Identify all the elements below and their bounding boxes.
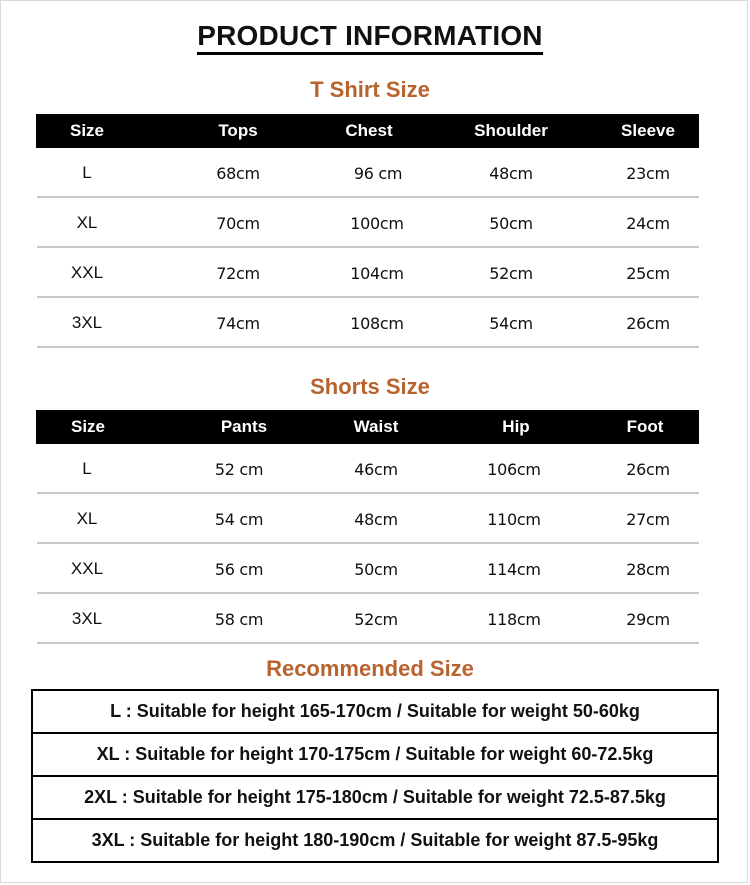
hip-cell: 114cm <box>487 559 541 579</box>
foot-cell: 29cm <box>626 609 670 629</box>
shorts-size-table <box>36 410 699 644</box>
tops-cell: 70cm <box>216 213 260 233</box>
recommended-row: 3XL : Suitable for height 180-190cm / Suitable for weight 87.5-95kg <box>91 830 659 850</box>
chest-cell: 108cm <box>350 313 404 333</box>
sleeve-cell: 26cm <box>626 313 670 333</box>
size-cell: 3XL <box>71 609 103 628</box>
header-shoulder: Shoulder <box>474 121 548 140</box>
hip-cell: 106cm <box>487 459 541 479</box>
shoulder-cell: 52cm <box>489 263 533 283</box>
pants-cell: 54 cm <box>214 509 264 529</box>
chest-cell: 96 cm <box>353 163 403 183</box>
recommended-section-title: Recommended Size <box>266 656 474 681</box>
page-title: PRODUCT INFORMATION <box>0 20 740 55</box>
header-size: Size <box>69 121 105 140</box>
header-hip: Hip <box>502 417 530 436</box>
size-cell: XL <box>76 213 98 232</box>
table-row <box>36 298 699 348</box>
shoulder-cell: 48cm <box>489 163 533 183</box>
pants-cell: 52 cm <box>214 459 264 479</box>
chest-cell: 100cm <box>350 213 404 233</box>
recommended-row: XL : Suitable for height 170-175cm / Suitable for weight 60-72.5kg <box>33 734 717 777</box>
table-row <box>36 148 699 198</box>
table-row <box>36 494 699 544</box>
table-row <box>36 594 699 644</box>
recommended-size-table <box>31 689 719 863</box>
sleeve-cell: 23cm <box>626 163 670 183</box>
table-row <box>36 248 699 298</box>
foot-cell: 28cm <box>626 559 670 579</box>
header-pants: Pants <box>220 417 268 436</box>
size-cell: XXL <box>70 559 104 578</box>
pants-cell: 56 cm <box>214 559 264 579</box>
waist-cell: 50cm <box>354 559 398 579</box>
sleeve-cell: 25cm <box>626 263 670 283</box>
pants-cell: 58 cm <box>214 609 264 629</box>
tshirt-size-table <box>36 114 699 348</box>
table-row <box>36 444 699 494</box>
tops-cell: 68cm <box>216 163 260 183</box>
size-cell: XL <box>76 509 98 528</box>
size-cell: 3XL <box>71 313 103 332</box>
sleeve-cell: 24cm <box>626 213 670 233</box>
header-sleeve: Sleeve <box>621 121 675 140</box>
foot-cell: 26cm <box>626 459 670 479</box>
size-cell: L <box>82 163 92 182</box>
waist-cell: 52cm <box>354 609 398 629</box>
header-tops: Tops <box>218 121 258 140</box>
shoulder-cell: 50cm <box>489 213 533 233</box>
shorts-table-header <box>36 410 699 444</box>
table-row <box>36 198 699 248</box>
hip-cell: 110cm <box>487 509 541 529</box>
shoulder-cell: 54cm <box>489 313 533 333</box>
recommended-row: L : Suitable for height 165-170cm / Suitable for weight 50-60kg <box>33 691 717 734</box>
header-waist: Waist <box>353 417 399 436</box>
tshirt-table-header <box>36 114 699 148</box>
size-cell: XXL <box>70 263 104 282</box>
waist-cell: 46cm <box>354 459 398 479</box>
header-chest: Chest <box>345 121 393 140</box>
tshirt-section-title: T Shirt Size <box>310 77 430 102</box>
size-cell: L <box>82 459 92 478</box>
tops-cell: 72cm <box>216 263 260 283</box>
tops-cell: 74cm <box>216 313 260 333</box>
foot-cell: 27cm <box>626 509 670 529</box>
table-row <box>36 544 699 594</box>
chest-cell: 104cm <box>350 263 404 283</box>
header-size: Size <box>70 417 106 436</box>
shorts-section-title: Shorts Size <box>310 374 430 399</box>
recommended-row: 2XL : Suitable for height 175-180cm / Suitable for weight 72.5-87.5kg <box>33 777 717 820</box>
header-foot: Foot <box>626 417 664 436</box>
hip-cell: 118cm <box>487 609 541 629</box>
waist-cell: 48cm <box>354 509 398 529</box>
